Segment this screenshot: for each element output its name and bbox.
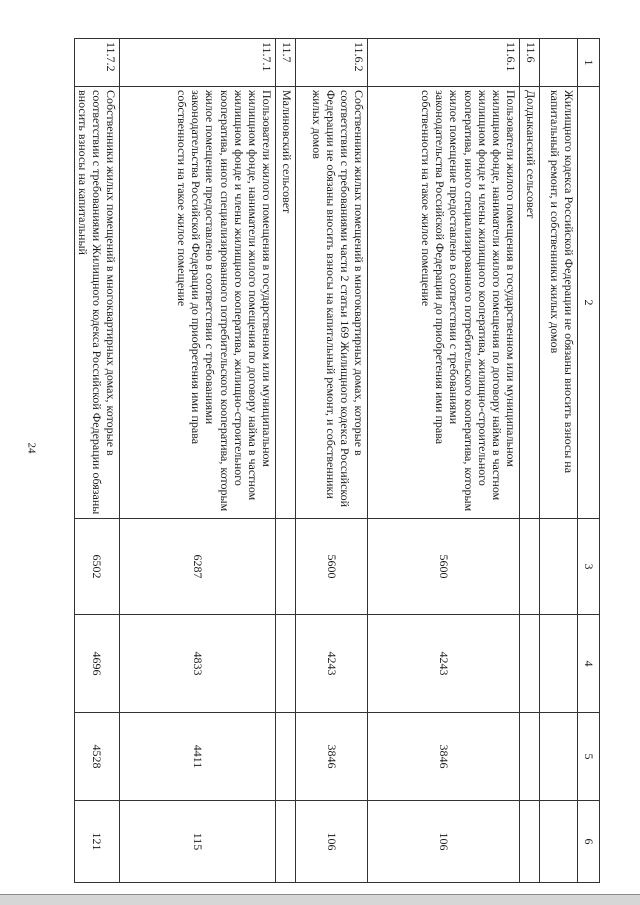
table-row bbox=[120, 39, 276, 883]
empty-cell bbox=[276, 519, 296, 615]
row-description: Собственники жилых помещений в многоквартирных домах, которые в соответствии с требованиями Жилищного кодекса Российской Федерации обязаны вносить взносы на капитальный bbox=[74, 87, 119, 519]
empty-cell bbox=[520, 713, 540, 801]
page-edge bbox=[0, 895, 640, 905]
value-col-3: 5600 bbox=[368, 519, 520, 615]
row-code: 11.7 bbox=[276, 39, 296, 87]
value-col-5: 3846 bbox=[368, 713, 520, 801]
value-col-6: 115 bbox=[120, 801, 276, 883]
value-col-5: 4528 bbox=[74, 713, 119, 801]
value-col-3: 6287 bbox=[120, 519, 276, 615]
value-col-3: 5600 bbox=[296, 519, 368, 615]
continuation-code bbox=[540, 39, 578, 87]
empty-cell bbox=[540, 801, 578, 883]
table-row bbox=[296, 39, 368, 883]
empty-cell bbox=[540, 713, 578, 801]
table bbox=[74, 38, 600, 883]
section-title: Долдыканский сельсовет bbox=[520, 87, 540, 519]
header-col-4: 4 bbox=[578, 615, 600, 713]
continuation-row bbox=[540, 39, 578, 883]
header-col-1: 1 bbox=[578, 39, 600, 87]
empty-cell bbox=[276, 615, 296, 713]
value-col-4: 4243 bbox=[368, 615, 520, 713]
section-row bbox=[520, 39, 540, 883]
row-code: 11.7.2 bbox=[74, 39, 119, 87]
table-row bbox=[74, 39, 119, 883]
continuation-text: Жилищного кодекса Российской Федерации не обязаны вносить взносы на капитальный ремонт, и собственники жилых домов bbox=[540, 87, 578, 519]
row-description: Пользователи жилого помещения в государственном или муниципальном жилищном фонде, наниматели жилого помещения по договору найма в частном жилищном фонде и члены жилищного кооператива, жилищно-строительного кооператива, иного специализированного потребительского кооператива, которым жилое помещение предоставлено в соответствии с требованиями законодательства Российской Федерации до приобретения ими права собственности на такое жилое помещение bbox=[120, 87, 276, 519]
value-col-6: 121 bbox=[74, 801, 119, 883]
row-code: 11.7.1 bbox=[120, 39, 276, 87]
row-code: 11.6 bbox=[520, 39, 540, 87]
empty-cell bbox=[520, 519, 540, 615]
row-code: 11.6.2 bbox=[296, 39, 368, 87]
row-description: Пользователи жилого помещения в государственном или муниципальном жилищном фонде, наниматели жилого помещения по договору найма в частном жилищном фонде и члены жилищного кооператива, жилищно-строительного кооператива, иного специализированного потребительского кооператива, которым жилое помещение предоставлено в соответствии с требованиями законодательства Российской Федерации до приобретения ими права собственности на такое жилое помещение bbox=[368, 87, 520, 519]
empty-cell bbox=[520, 615, 540, 713]
header-col-6: 6 bbox=[578, 801, 600, 883]
page-number: 24 bbox=[25, 442, 38, 454]
empty-cell bbox=[276, 713, 296, 801]
tariff-table bbox=[76, 38, 600, 882]
value-col-3: 6502 bbox=[74, 519, 119, 615]
value-col-5: 3846 bbox=[296, 713, 368, 801]
header-col-2: 2 bbox=[578, 87, 600, 519]
value-col-4: 4833 bbox=[120, 615, 276, 713]
value-col-5: 4411 bbox=[120, 713, 276, 801]
header-col-5: 5 bbox=[578, 713, 600, 801]
empty-cell bbox=[520, 801, 540, 883]
section-row bbox=[276, 39, 296, 883]
row-description: Собственники жилых помещений в многоквартирных домах, которые в соответствии с требованиями части 2 статьи 169 Жилищного кодекса Российской Федерации не обязаны вносить взносы на капитальный ремонт, и собственники жилых домов bbox=[296, 87, 368, 519]
value-col-4: 4696 bbox=[74, 615, 119, 713]
row-code: 11.6.1 bbox=[368, 39, 520, 87]
header-row bbox=[578, 39, 600, 883]
table-row bbox=[368, 39, 520, 883]
empty-cell bbox=[276, 801, 296, 883]
value-col-6: 106 bbox=[368, 801, 520, 883]
section-title: Малиновский сельсовет bbox=[276, 87, 296, 519]
value-col-4: 4243 bbox=[296, 615, 368, 713]
header-col-3: 3 bbox=[578, 519, 600, 615]
empty-cell bbox=[540, 519, 578, 615]
empty-cell bbox=[540, 615, 578, 713]
value-col-6: 106 bbox=[296, 801, 368, 883]
